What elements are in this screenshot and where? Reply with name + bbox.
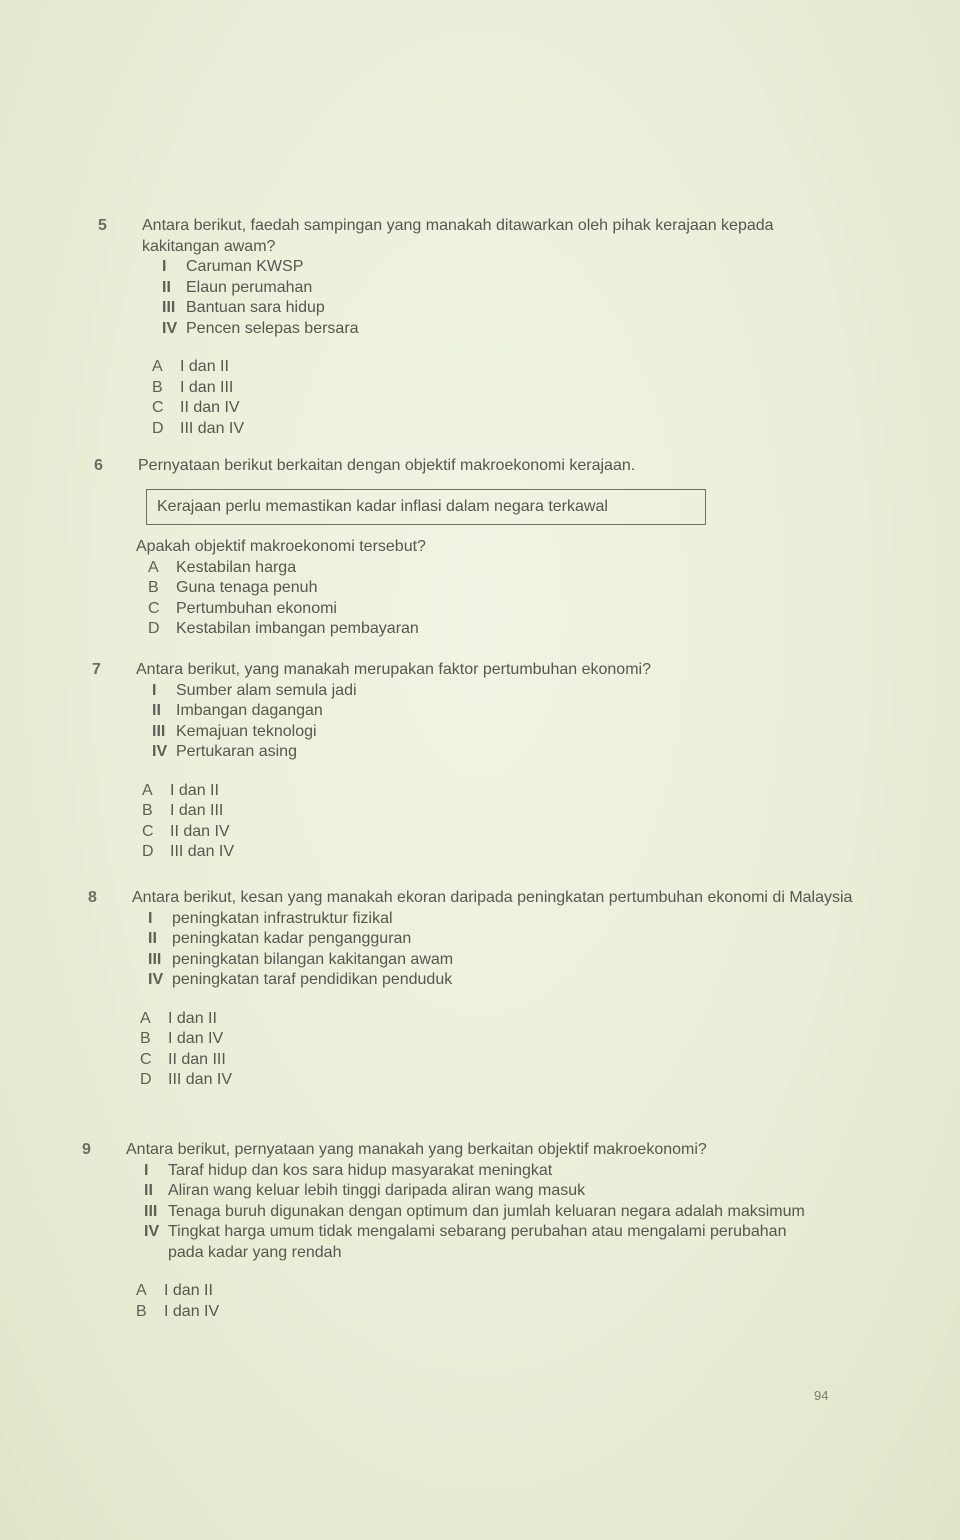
question-8 <box>88 888 858 1091</box>
question-7 <box>92 660 852 863</box>
answer-option-d[interactable] <box>138 419 838 440</box>
answer-option-a[interactable] <box>126 1009 858 1030</box>
statement-text: Elaun perumahan <box>186 278 313 296</box>
roman-numeral: II <box>162 278 171 296</box>
question-number: 6 <box>94 457 103 474</box>
statement-item <box>152 298 838 319</box>
option-letter: D <box>152 419 164 437</box>
roman-numeral: III <box>152 722 166 740</box>
question-6 <box>94 456 854 640</box>
option-text: I dan III <box>180 378 234 396</box>
question-5 <box>98 216 838 439</box>
statement-item <box>142 742 852 763</box>
option-text: I dan II <box>168 1009 217 1027</box>
statement-text: peningkatan infrastruktur fizikal <box>172 909 393 927</box>
page-number: 94 <box>814 1388 829 1403</box>
option-letter: A <box>136 1282 147 1299</box>
option-letter: C <box>142 822 154 840</box>
answer-option-a[interactable] <box>138 357 838 378</box>
option-text: I dan III <box>170 802 224 819</box>
option-letter: B <box>148 579 159 596</box>
statement-text: Pencen selepas bersara <box>186 319 359 337</box>
roman-numeral: III <box>162 299 176 316</box>
option-letter: D <box>142 843 154 860</box>
sub-question: Apakah objektif makroekonomi tersebut? <box>136 538 426 555</box>
statement-text: Pertukaran asing <box>176 743 297 760</box>
answer-option-c[interactable] <box>126 1050 858 1071</box>
answer-option-b[interactable] <box>138 378 838 399</box>
option-letter: B <box>136 1302 147 1320</box>
roman-numeral: III <box>148 950 162 968</box>
answer-option-c[interactable] <box>134 599 854 620</box>
statement-text: Imbangan dagangan <box>176 702 323 719</box>
option-text: I dan II <box>180 358 229 375</box>
statement-item <box>138 929 858 950</box>
statement-item <box>142 681 852 702</box>
statement-item <box>138 950 858 971</box>
answer-option-b[interactable] <box>122 1302 822 1323</box>
option-text: II dan IV <box>180 399 240 416</box>
option-text: III dan IV <box>168 1071 233 1088</box>
option-letter: D <box>148 620 160 637</box>
answer-option-d[interactable] <box>126 1070 858 1091</box>
option-letter: A <box>140 1009 151 1027</box>
statement-text: Bantuan sara hidup <box>186 299 325 316</box>
question-number: 9 <box>82 1141 91 1158</box>
option-text: I dan II <box>170 781 219 799</box>
option-letter: A <box>152 358 163 375</box>
roman-numeral: I <box>162 258 167 275</box>
question-number: 5 <box>98 217 107 234</box>
statement-text: Caruman KWSP <box>186 258 304 275</box>
option-text: I dan IV <box>168 1030 224 1047</box>
answer-option-b[interactable] <box>128 801 852 822</box>
option-text: III dan IV <box>180 419 245 437</box>
statement-item <box>152 257 838 278</box>
question-9 <box>82 1140 822 1322</box>
roman-numeral: II <box>152 702 161 719</box>
option-text: Guna tenaga penuh <box>176 579 318 596</box>
answer-option-a[interactable] <box>122 1281 822 1302</box>
option-letter: D <box>140 1071 152 1088</box>
statement-text: Kemajuan teknologi <box>176 722 317 740</box>
statement-item <box>142 722 852 743</box>
statement-text: peningkatan kadar pengangguran <box>172 930 412 947</box>
statement-text: Aliran wang keluar lebih tinggi daripada aliran wang masuk <box>168 1182 586 1199</box>
option-text: I dan IV <box>164 1302 220 1320</box>
statement-item <box>134 1181 822 1202</box>
question-text: Antara berikut, pernyataan yang manakah yang berkaitan objektif makroekonomi? <box>126 1141 707 1158</box>
statement-text: Taraf hidup dan kos sara hidup masyarakat meningkat <box>168 1161 553 1179</box>
statement-item <box>134 1222 822 1263</box>
answer-option-b[interactable] <box>126 1029 858 1050</box>
question-text: Pernyataan berikut berkaitan dengan objektif makroekonomi kerajaan. <box>138 457 636 474</box>
statement-text: Tingkat harga umum tidak mengalami sebarang perubahan atau mengalami perubahan pada kadar yang rendah <box>168 1223 787 1261</box>
option-text: Pertumbuhan ekonomi <box>176 599 337 617</box>
statement-item <box>138 970 858 991</box>
roman-numeral: II <box>148 930 157 947</box>
statement-item <box>138 909 858 930</box>
question-number: 8 <box>88 889 97 906</box>
statement-item <box>152 319 838 340</box>
option-letter: A <box>148 558 159 576</box>
option-letter: B <box>142 802 153 819</box>
roman-numeral: IV <box>144 1223 160 1240</box>
option-letter: A <box>142 781 153 799</box>
roman-numeral: III <box>144 1202 158 1220</box>
option-text: III dan IV <box>170 843 235 860</box>
option-text: II dan III <box>168 1050 226 1068</box>
answer-option-c[interactable] <box>128 822 852 843</box>
answer-option-a[interactable] <box>134 558 854 579</box>
statement-text: Sumber alam semula jadi <box>176 681 357 699</box>
roman-numeral: I <box>144 1161 149 1179</box>
statement-item <box>134 1202 822 1223</box>
roman-numeral: IV <box>148 971 164 988</box>
option-letter: B <box>140 1030 151 1047</box>
option-text: I dan II <box>164 1282 213 1299</box>
option-text: Kestabilan imbangan pembayaran <box>176 620 419 637</box>
question-number: 7 <box>92 661 101 678</box>
answer-option-d[interactable] <box>134 619 854 640</box>
statement-text: peningkatan taraf pendidikan penduduk <box>172 971 453 988</box>
question-text: Antara berikut, yang manakah merupakan faktor pertumbuhan ekonomi? <box>136 661 651 678</box>
statement-item <box>134 1161 822 1182</box>
option-letter: B <box>152 378 163 396</box>
option-text: II dan IV <box>170 822 230 840</box>
answer-option-a[interactable] <box>128 781 852 802</box>
answer-option-b[interactable] <box>134 578 854 599</box>
option-text: Kestabilan harga <box>176 558 297 576</box>
question-text: Antara berikut, kesan yang manakah ekoran daripada peningkatan pertumbuhan ekonomi di Malaysia <box>132 889 853 906</box>
option-letter: C <box>152 399 164 416</box>
statement-item <box>142 701 852 722</box>
option-letter: C <box>148 599 160 617</box>
statement-text: Tenaga buruh digunakan dengan optimum dan jumlah keluaran negara adalah maksimum <box>168 1202 805 1220</box>
option-letter: C <box>140 1050 152 1068</box>
statement-box: Kerajaan perlu memastikan kadar inflasi dalam negara terkawal <box>146 489 706 526</box>
roman-numeral: I <box>148 909 153 927</box>
answer-option-d[interactable] <box>128 842 852 863</box>
roman-numeral: I <box>152 681 157 699</box>
roman-numeral: II <box>144 1182 153 1199</box>
answer-option-c[interactable] <box>138 398 838 419</box>
roman-numeral: IV <box>162 319 178 337</box>
statement-item <box>152 278 838 299</box>
statement-text: peningkatan bilangan kakitangan awam <box>172 950 454 968</box>
question-text: Antara berikut, faedah sampingan yang manakah ditawarkan oleh pihak kerajaan kepada kakitangan awam? <box>142 217 774 255</box>
roman-numeral: IV <box>152 743 168 760</box>
